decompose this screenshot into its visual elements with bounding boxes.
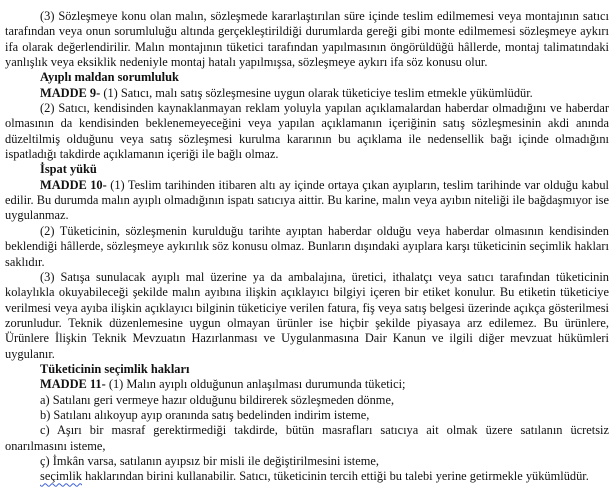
list-item-a: a) Satılanı geri vermeye hazır olduğunu bildirerek sözleşmeden dönme, [40,392,395,407]
article-label: MADDE 10- [40,177,107,192]
article-text: (1) Satıcı, malı satış sözleşmesine uygun olarak tüketiciye teslim etmekle yükümlüdür. [100,85,533,100]
list-item-c-cedilla: ç) İmkân varsa, satılanın ayıpsız bir misli ile değiştirilmesini isteme, [40,453,379,468]
paragraph-article10-clause2: (2) Tüketicinin, sözleşmenin kurulduğu tarihte ayıptan haberdar olduğu veya haberdar olmasının kendisinden beklendiği hâllerde, sözleşmeye aykırılık söz konusu olmaz. Bunların dışındaki ayıplara karşı tüketicinin seçimlik hakları saklıdır. [5,223,609,269]
spellcheck-flagged-word[interactable]: seçimlik [40,469,82,484]
paragraph-article11-clause1 [5,377,609,392]
article-label: MADDE 9- [40,85,101,100]
paragraph-article10-clause1 [5,178,609,224]
paragraph-article8-clause3: (3) Sözleşmeye konu olan malın, sözleşmede kararlaştırılan süre içinde teslim edilmemesi veya montajının satıcı tarafından veya onun sorumluluğu altında gerçekleştirildiği durumlarda gereği gibi monte edilmemesi sözleşmeye aykırı ifa olarak değerlendirilir. Malın montajının tüketici tarafından yapılmasının öngörüldüğü hâllerde, montaj talimatındaki yanlışlık veya eksiklik nedeniyle montaj hatalı yapılmışsa, sözleşmeye aykırı ifa söz konusu olur. [5,9,609,70]
closing-text: haklarından birini kullanabilir. Satıcı, tüketicinin tercih ettiği bu talebi yerine getirmekle yükümlüdür. [81,469,589,484]
list-item-c: c) Aşırı bir masraf gerektirmediği takdirde, bütün masrafları satıcıya ait olmak üzere satılanın ücretsiz onarılmasını isteme, [5,423,609,453]
list-item-b: b) Satılanı alıkoyup ayıp oranında satış bedelinden indirim isteme, [40,407,370,422]
article-text: (1) Malın ayıplı olduğunun anlaşılması durumunda tüketici; [105,377,406,392]
heading-ispat-yuku: İspat yükü [40,162,97,177]
article-label: MADDE 11- [40,377,106,392]
document-page [5,9,609,485]
paragraph-article11-closing [5,469,609,484]
paragraph-article9-clause1 [5,86,609,101]
heading-ayipli-maldan-sorumluluk: Ayıplı maldan sorumluluk [40,70,179,85]
paragraph-article10-clause3: (3) Satışa sunulacak ayıplı mal üzerine ya da ambalajına, üretici, ithalatçı veya satıcı tarafından tüketicinin kolaylıkla okuyabileceği şekilde malın ayıbına ilişkin açıklayıcı bilgiyi içeren bir etiket konulur. Bu etiketin tüketiciye verilmesi veya ayıba ilişkin açıklayıcı bilginin tüketiciye verilen fatura, fiş veya satış belgesi üzerinde açıkça gösterilmesi zorunludur. Teknik düzenlemesine uygun olmayan ürünler ise hiçbir şekilde piyasaya arz edilemez. Bu ürünlere, Ürünlere İlişkin Teknik Mevzuatın Hazırlanması ve Uygulanmasına Dair Kanun ve ilgili diğer mevzuat hükümleri uygulanır. [5,269,609,361]
article-text: (1) Teslim tarihinden itibaren altı ay içinde ortaya çıkan ayıpların, teslim tarihinde var olduğu kabul edilir. Bu durumda malın ayıplı olmadığının ispatı satıcıya aittir. Bu karine, malın veya ayıbın niteliği ile bağdaşmıyor ise uygulanmaz. [5,177,609,223]
heading-tuketicinin-secimlik-haklari: Tüketicinin seçimlik hakları [40,361,190,376]
paragraph-article9-clause2: (2) Satıcı, kendisinden kaynaklanmayan reklam yoluyla yapılan açıklamalardan haberdar olmadığını ve haberdar olmasının da kendisinden beklenemeyeceğini veya yapılan açıklamanın içeriğinin satış sözleşmesinin akdi anında düzeltilmiş olduğunu veya satış sözleşmesi kurulma kararının bu açıklama ile nedensellik bağı içinde olmadığını ispatladığı takdirde açıklamanın içeriği ile bağlı olmaz. [5,101,609,162]
